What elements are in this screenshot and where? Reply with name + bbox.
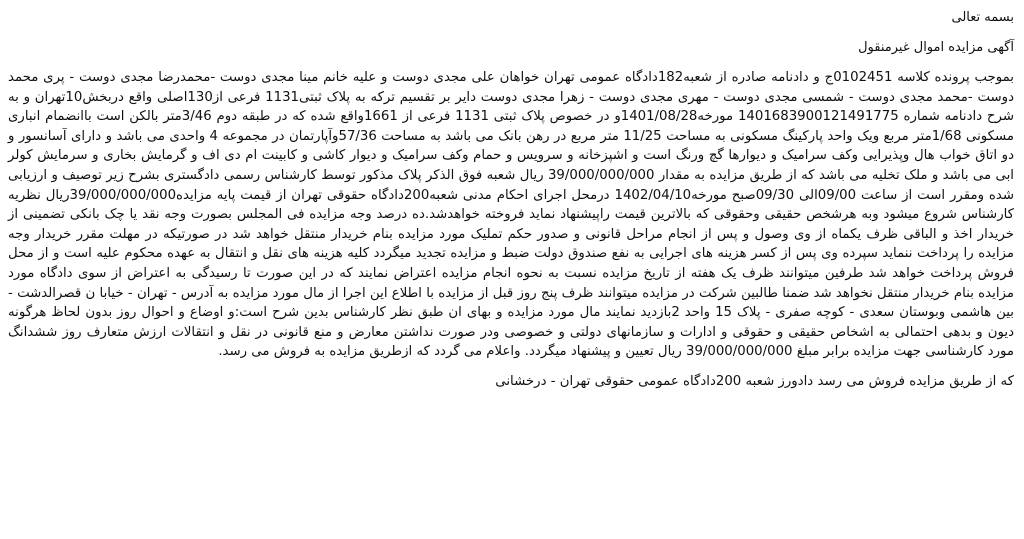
notice-footer: که از طریق مزایده فروش می رسد دادورز شعبه 200دادگاه عمومی حقوقی تهران - درخشانی	[495, 373, 1014, 389]
notice-title: آگهی مزایده اموال غیرمنقول	[858, 40, 1014, 55]
basmala-heading: بسمه تعالی	[951, 10, 1014, 25]
notice-body: بموجب پرونده کلاسه 0102451ج و دادنامه صادره از شعبه182دادگاه عمومی تهران خواهان علی مجدی دوست و علیه خانم مینا مجدی دوست -محمدرضا مجدی دوست - پری محمد دوست -محمد مجدی دوست - شمسی مجدی دوست - مهری مجدی دوست - زهرا مجدی دوست دایر بر تقسیم ترکه به پلاک ثبتی1131 فرعی از130اصلی واقع دربخش10تهران و به شرح دادنامه شماره 140168390012149177‌5 مورخه1401/08/28و در خصوص پلاک ثبتی 1131 فرعی از 1661واقع شده که در طبقه دوم 3/46متر بالکن است باانضمام انباری مسکونی 1/68متر مربع ویک واحد پارکینگ مسکونی به مساحت 11/25 متر مربع در رهن بانک می باشد به مساحت 57/36وآپارتمان در مجموعه 4 واحدی می باشد و دارای آسانسور و دو اتاق خواب هال وپذیرایی وکف سرامیک و دیوارها گچ ورنگ است و اشپزخانه و سرویس و حمام وکف سرامیک و دیوار کاشی و کابینت ام دی اف و گرمایش بخاری و سرمایش کولر ابی می باشد و ملک تخلیه می باشد که از طریق مزایده به مقدار 39/000/000/000 ریال شعبه فوق الذکر پلاک مذکور توسط کارشناس رسمی دادگستری بشرح زیر توصیف و ارزیابی شده ومقرر است از ساعت 09/00الی 09/30صبح مورخه1402/04/10 درمحل اجرای احکام مدنی شعبه200دادگاه حقوقی تهران از قیمت پایه مزایده39/000/000/000ریال نظریه کارشناس شروع میشود وبه هرشخص حقیقی وحقوقی که بالاترین قیمت راپیشنهاد نماید فروخته خواهدشد.ده درصد وجه مزایده فی المجلس بصورت وجه نقد یا چک بانکی تضمینی از خریدار اخذ و الباقی ظرف یکماه از وی وصول و پس از انجام مراحل قانونی و صدور حکم تملیک مورد مزایده بنام خریدار منتقل خواهد شد در صورتیکه در مهلت مقرر خریدار وجه مزایده را پرداخت ننماید سپرده وی پس از کسر هزینه های اجرایی به نفع صندوق دولت ضبط و مزایده تجدید میگردد کلیه هزینه های نقل و انتقال به عهده محکوم علیه است و از محل فروش پرداخت خواهد شد طرفین میتوانند ظرف یک هفته از تاریخ مزایده نسبت به نحوه انجام مزایده اعتراض نمایند که در این صورت تا رسیدگی به اعتراض از سوی دادگاه مورد مزایده بنام خریدار منتقل نخواهد شد ضمنا طالبین شرکت در مزایده میتوانند ظرف پنج روز قبل از مزایده با اطلاع این اجرا از مال مورد مزایده به آدرس - تهران - خیابا ن قصرالدشت - بین هاشمی وبوستان سعدی - کوچه صفری - پلاک 15 واحد 2بازدید نمایند مال مورد مزایده و بهای ان طبق نظر کارشناس بدین شرح است:و اوضاع و احوال روز بدون لحاظ هرگونه دیون و بدهی احتمالی به اشخاص حقیقی و حقوقی و ادارات و سازمانهای دولتی و خصوصی ودر صورت نداشتن معارض و منع قانونی در نقل و انتقالات ارزش متعارف روز ششدانگ مورد کارشناسی جهت مزایده برابر مبلغ 39/000/000/000 ریال تعیین و پیشنهاد میگردد. واعلام می گردد که ازطریق مزایده به فروش می رسد.	[8, 70, 1014, 360]
